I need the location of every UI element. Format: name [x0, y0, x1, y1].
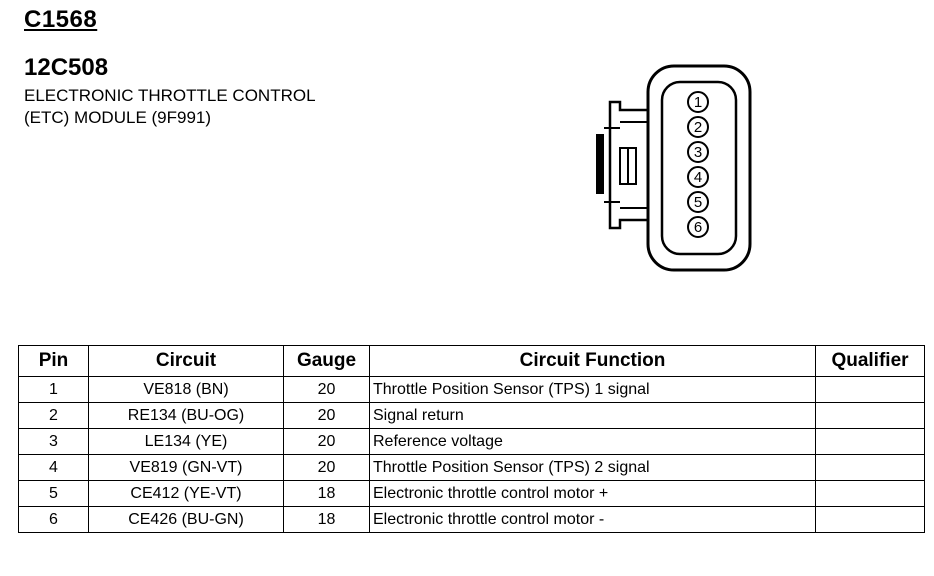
pin-cavities: [688, 92, 708, 237]
cell-qualifier: [816, 481, 925, 507]
cell-function: Throttle Position Sensor (TPS) 2 signal: [370, 455, 816, 481]
cell-qualifier: [816, 455, 925, 481]
cell-circuit: CE426 (BU-GN): [89, 507, 284, 533]
cell-function: Electronic throttle control motor +: [370, 481, 816, 507]
connector-face-diagram: [590, 62, 760, 277]
cell-circuit: VE819 (GN-VT): [89, 455, 284, 481]
connector-id: C1568: [24, 6, 98, 33]
table-header-row: [19, 346, 925, 377]
table-row: [19, 481, 925, 507]
table-row: [19, 507, 925, 533]
cell-circuit: LE134 (YE): [89, 429, 284, 455]
cell-gauge: 20: [284, 377, 370, 403]
table-row: [19, 403, 925, 429]
pin-4-label: 4: [693, 169, 703, 186]
header-pin: Pin: [19, 346, 89, 377]
cell-pin: 3: [19, 429, 89, 455]
pinout-table: [18, 345, 925, 533]
cell-pin: 1: [19, 377, 89, 403]
cell-function: Throttle Position Sensor (TPS) 1 signal: [370, 377, 816, 403]
cell-pin: 4: [19, 455, 89, 481]
latch-tab: [620, 148, 636, 184]
table-row: [19, 377, 925, 403]
header-gauge: Gauge: [284, 346, 370, 377]
part-number: 12C508: [24, 54, 109, 81]
cell-pin: 2: [19, 403, 89, 429]
cell-circuit: CE412 (YE-VT): [89, 481, 284, 507]
cell-qualifier: [816, 403, 925, 429]
cell-pin: 6: [19, 507, 89, 533]
pin-1-label: 1: [693, 94, 703, 111]
cell-function: Reference voltage: [370, 429, 816, 455]
cell-gauge: 18: [284, 507, 370, 533]
cell-gauge: 18: [284, 481, 370, 507]
cell-qualifier: [816, 377, 925, 403]
cell-gauge: 20: [284, 455, 370, 481]
header-qualifier: Qualifier: [816, 346, 925, 377]
pin-6-label: 6: [693, 219, 703, 236]
cell-qualifier: [816, 507, 925, 533]
pin-3-label: 3: [693, 144, 703, 161]
cell-circuit: RE134 (BU-OG): [89, 403, 284, 429]
pin-2-label: 2: [693, 119, 703, 136]
module-description-line-2: (ETC) MODULE (9F991): [24, 108, 212, 127]
cell-gauge: 20: [284, 403, 370, 429]
cell-qualifier: [816, 429, 925, 455]
cell-function: Electronic throttle control motor -: [370, 507, 816, 533]
cell-pin: 5: [19, 481, 89, 507]
cell-circuit: VE818 (BN): [89, 377, 284, 403]
cell-gauge: 20: [284, 429, 370, 455]
table-row: [19, 429, 925, 455]
table-row: [19, 455, 925, 481]
header-circuit-function: Circuit Function: [370, 346, 816, 377]
cell-function: Signal return: [370, 403, 816, 429]
latch-shading: [596, 134, 604, 194]
module-description-line-1: ELECTRONIC THROTTLE CONTROL: [24, 86, 316, 105]
pin-5-label: 5: [693, 194, 703, 211]
header-circuit: Circuit: [89, 346, 284, 377]
